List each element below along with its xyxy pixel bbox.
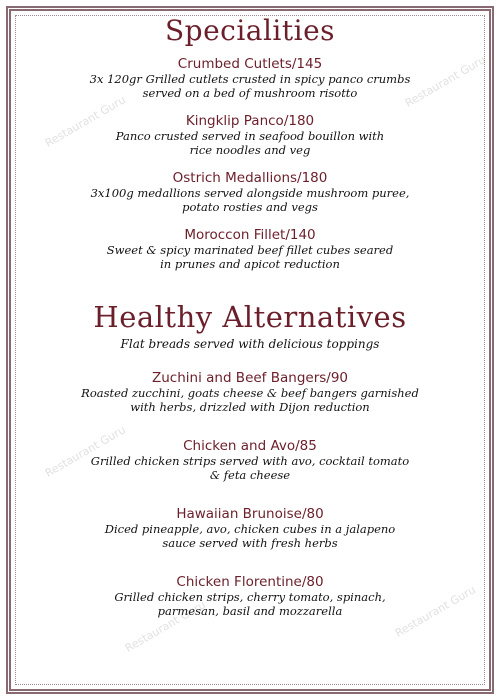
menu-item	[20, 56, 480, 100]
watermark-text: Restaurant Guru	[392, 583, 478, 640]
menu-item-description: Diced pineapple, avo, chicken cubes in a jalapeno sauce served with fresh herbs	[104, 522, 396, 550]
menu-item-description: 3x 120gr Grilled cutlets crusted in spicy panco crumbs served on a bed of mushroom risotto	[89, 72, 411, 100]
menu-item-name: Hawaiian Brunoise/80	[176, 506, 324, 522]
menu-item-name: Crumbed Cutlets/145	[177, 56, 323, 72]
menu-item	[20, 574, 480, 618]
menu-item-name: Zuchini and Beef Bangers/90	[151, 370, 348, 386]
menu-item-name: Ostrich Medallions/180	[172, 170, 328, 186]
menu-item-name: Chicken Florentine/80	[176, 574, 324, 590]
menu-item-name: Kingklip Panco/180	[185, 113, 315, 129]
menu-item	[20, 113, 480, 157]
menu-item-description: Panco crusted served in seafood bouillon with rice noodles and veg	[115, 129, 385, 157]
menu-item-description: 3x100g medallions served alongside mushroom puree, potato rosties and vegs	[90, 186, 410, 214]
menu-item-description: Grilled chicken strips served with avo, cocktail tomato & feta cheese	[90, 454, 410, 482]
watermark-text: Restaurant Guru	[122, 598, 208, 655]
menu-page	[20, 12, 480, 618]
menu-item-name: Moroccon Fillet/140	[184, 227, 316, 243]
watermark-text: Restaurant Guru	[42, 423, 128, 480]
menu-item	[20, 506, 480, 550]
menu-item-description: Roasted zucchini, goats cheese & beef bangers garnished with herbs, drizzled with Dijon reduction	[81, 386, 419, 414]
menu-item-description: Grilled chicken strips, cherry tomato, spinach, parmesan, basil and mozzarella	[114, 590, 386, 618]
section-title: Healthy Alternatives	[93, 300, 407, 334]
menu-item	[20, 227, 480, 271]
section-specialities	[20, 12, 480, 271]
menu-item-name: Chicken and Avo/85	[183, 438, 317, 454]
menu-item	[20, 370, 480, 414]
section-title: Specialities	[164, 14, 336, 47]
watermark-text: Restaurant Guru	[42, 93, 128, 150]
menu-item	[20, 438, 480, 482]
menu-item-description: Sweet & spicy marinated beef fillet cubes seared in prunes and apicot reduction	[106, 243, 394, 271]
section-healthy-alternatives	[20, 297, 480, 618]
section-subtitle: Flat breads served with delicious toppings	[120, 337, 380, 351]
menu-item	[20, 170, 480, 214]
watermark-text: Restaurant Guru	[402, 53, 488, 110]
